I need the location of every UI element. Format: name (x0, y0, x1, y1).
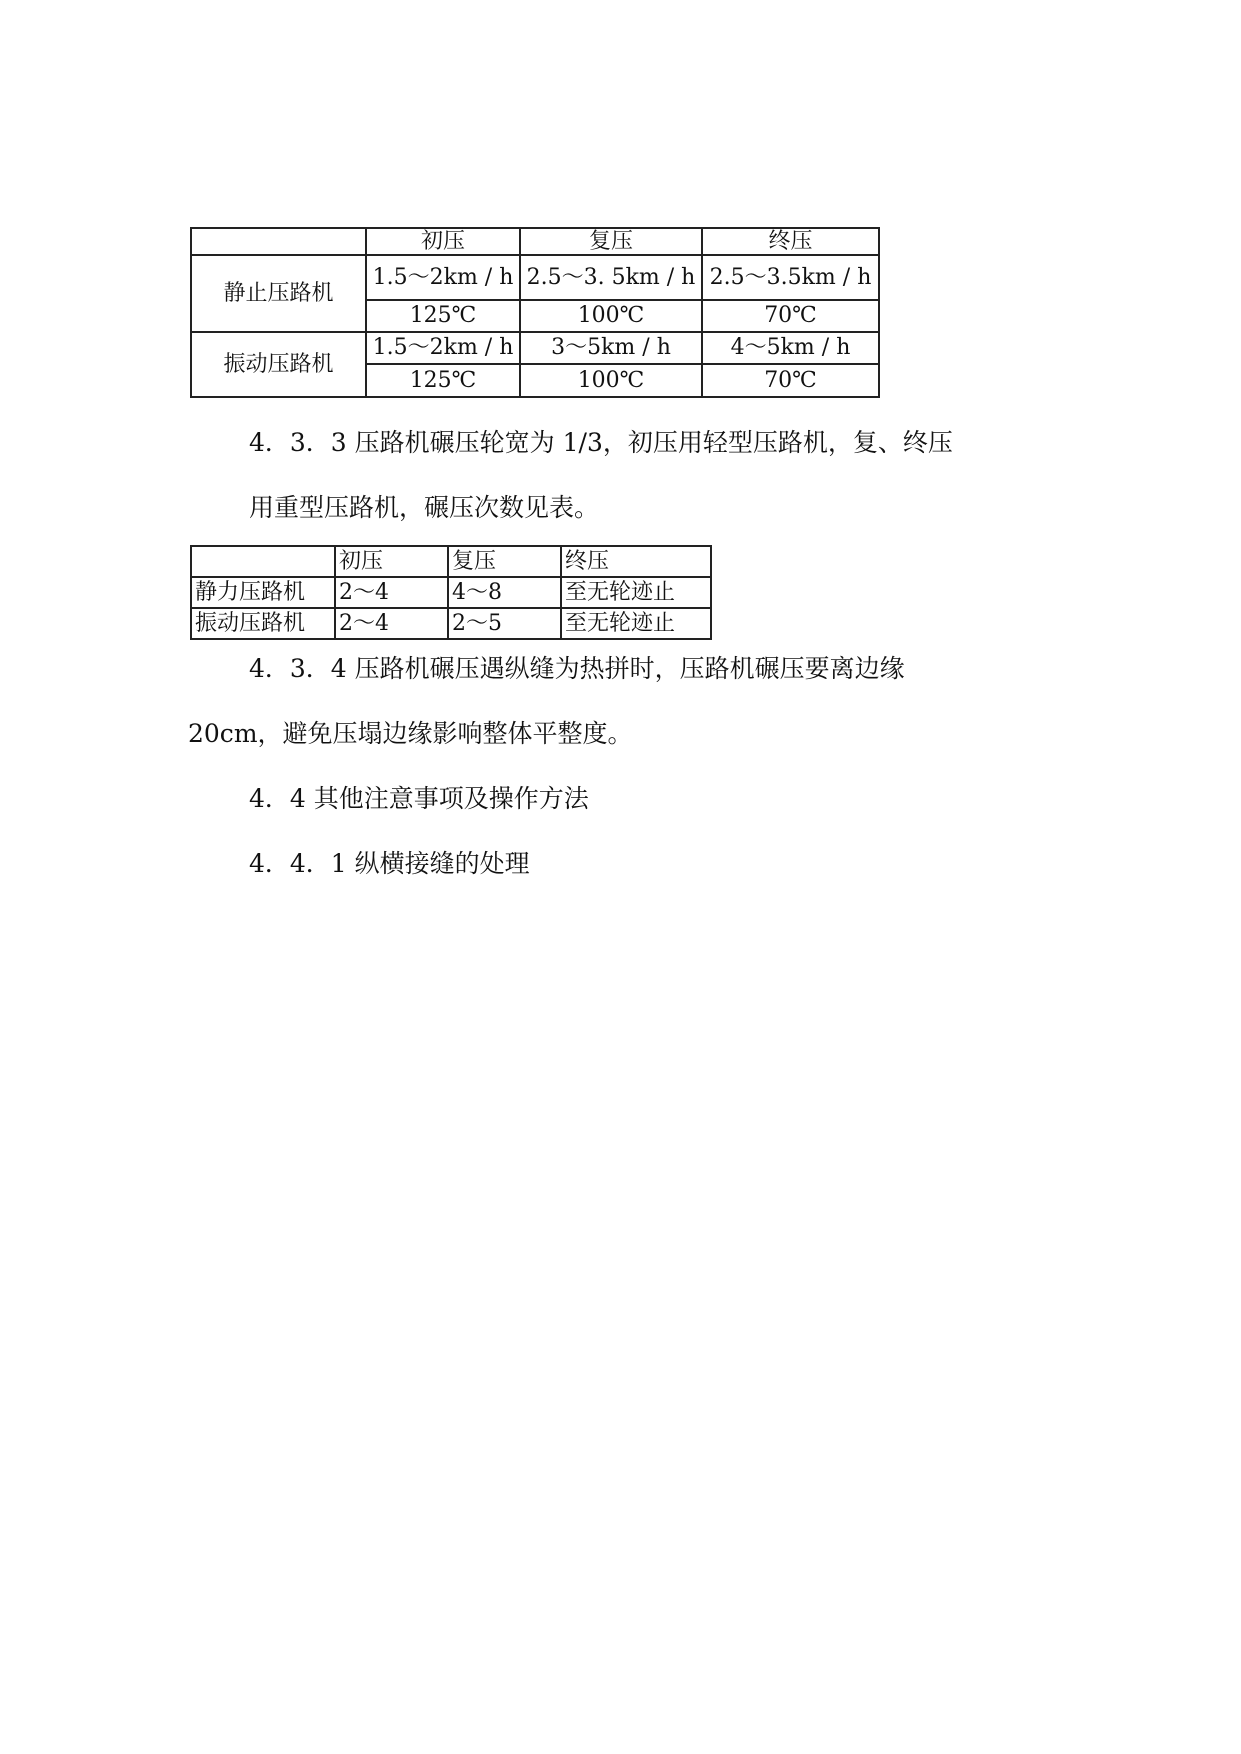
temperature-cell: 70℃ (702, 364, 879, 397)
table-header-cell: 复压 (520, 228, 702, 255)
pass-count-cell: 2～4 (335, 608, 448, 639)
pass-count-cell: 2～5 (448, 608, 561, 639)
table-row (191, 332, 879, 364)
subsection-heading-4-4-1: 4．4．1 纵横接缝的处理 (249, 849, 530, 878)
table-header-row (191, 546, 711, 577)
temperature-cell: 125℃ (366, 364, 520, 397)
table-row (191, 255, 879, 300)
speed-cell: 3～5km / h (520, 332, 702, 364)
table-header-cell: 初压 (366, 228, 520, 255)
pass-count-cell: 至无轮迹止 (561, 608, 711, 639)
table-header-cell: 复压 (448, 546, 561, 577)
table-header-row (191, 228, 879, 255)
row-heading-vibratory-roller: 振动压路机 (191, 332, 366, 397)
row-heading-static-roller: 静止压路机 (191, 255, 366, 332)
temperature-cell: 70℃ (702, 300, 879, 332)
row-heading-static-roller: 静力压路机 (191, 577, 335, 608)
pass-count-cell: 至无轮迹止 (561, 577, 711, 608)
table-header-cell: 终压 (702, 228, 879, 255)
table-header-cell: 终压 (561, 546, 711, 577)
speed-cell: 2.5～3.5km / h (702, 255, 879, 300)
row-heading-vibratory-roller: 振动压路机 (191, 608, 335, 639)
compaction-passes-table (190, 545, 712, 640)
compaction-speed-table (190, 227, 880, 398)
table-row (191, 608, 711, 639)
table-row (191, 577, 711, 608)
temperature-cell: 125℃ (366, 300, 520, 332)
speed-cell: 1.5～2km / h (366, 332, 520, 364)
pass-count-cell: 4～8 (448, 577, 561, 608)
temperature-cell: 100℃ (520, 300, 702, 332)
table-header-cell (191, 228, 366, 255)
section-heading-4-4: 4．4 其他注意事项及操作方法 (249, 784, 589, 813)
paragraph-4-3-4-line2: 20cm，避免压塌边缘影响整体平整度。 (188, 719, 633, 748)
pass-count-cell: 2～4 (335, 577, 448, 608)
paragraph-4-3-3-line1: 4．3．3 压路机碾压轮宽为 1/3，初压用轻型压路机，复、终压 (249, 428, 953, 457)
speed-cell: 2.5～3. 5km / h (520, 255, 702, 300)
speed-cell: 4～5km / h (702, 332, 879, 364)
table-header-cell (191, 546, 335, 577)
table-header-cell: 初压 (335, 546, 448, 577)
speed-cell: 1.5～2km / h (366, 255, 520, 300)
paragraph-4-3-3-line2: 用重型压路机，碾压次数见表。 (249, 493, 600, 522)
temperature-cell: 100℃ (520, 364, 702, 397)
paragraph-4-3-4-line1: 4．3．4 压路机碾压遇纵缝为热拼时，压路机碾压要离边缘 (249, 654, 905, 683)
